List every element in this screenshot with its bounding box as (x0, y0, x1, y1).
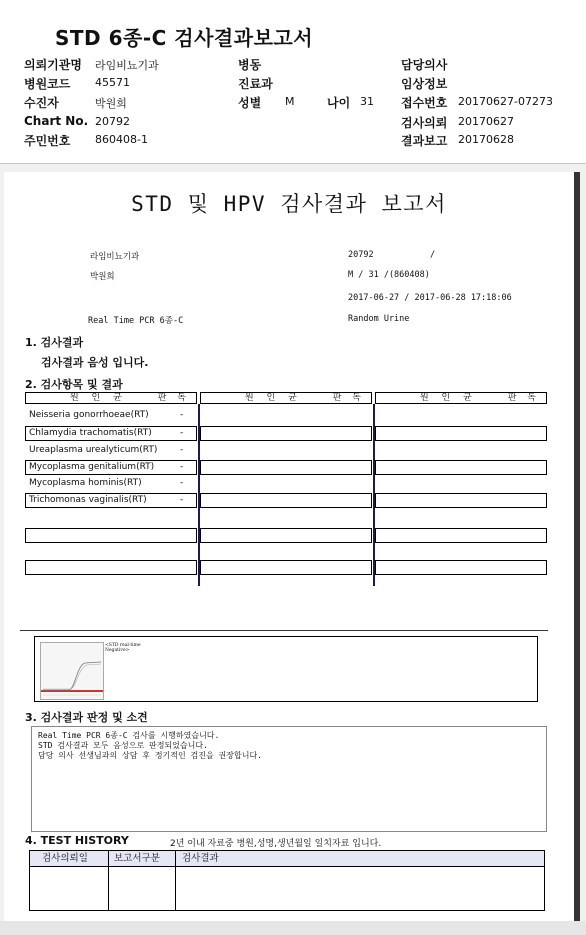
report-header (0, 0, 586, 164)
pathogen-result: - (180, 495, 184, 505)
opinion-line: Real Time PCR 6종-C 검사를 시행하였습니다. (38, 731, 220, 740)
label-sex: 성별 (238, 96, 262, 110)
pcr-graph-box (34, 636, 538, 702)
empty-row (200, 493, 372, 508)
document-edge (574, 172, 580, 935)
section-3-title: 3. 검사결과 판정 및 소견 (25, 711, 148, 724)
report-chart: 20792 (348, 250, 374, 260)
pathogen-name: Mycoplasma genitalium(RT) (29, 462, 155, 472)
pathogen-result: - (180, 462, 184, 472)
pathogen-result: - (180, 428, 184, 438)
label-hospital: 의뢰기관명 (24, 58, 82, 72)
section-4-title: 4. TEST HISTORY (25, 834, 129, 847)
pathogen-name: Chlamydia trachomatis(RT) (29, 428, 152, 438)
value-patient: 박원희 (95, 97, 127, 110)
history-table (29, 850, 545, 911)
label-doctor: 담당의사 (401, 58, 448, 72)
graph-caption-line: <STD real-time (105, 643, 141, 648)
section-divider (20, 630, 548, 631)
empty-row (200, 460, 372, 475)
label-receipt: 접수번호 (401, 96, 448, 110)
empty-row (200, 560, 372, 575)
report-sex-age: M / 31 /(860408) (348, 270, 430, 280)
history-col-divider (175, 851, 176, 910)
pathogen-name: Trichomonas vaginalis(RT) (29, 495, 147, 505)
header-judge: 판 독 (507, 393, 540, 403)
report-hospital: 라임비뇨기과 (90, 252, 140, 262)
opinion-line: 담당 의사 선생님과의 상담 후 정기적인 검진을 권장합니다. (38, 751, 263, 760)
empty-row (200, 528, 372, 543)
column-header (200, 392, 372, 404)
empty-row (375, 528, 547, 543)
graph-caption (105, 643, 141, 653)
label-patient: 수진자 (24, 96, 59, 110)
value-request-date: 20170627 (458, 115, 514, 128)
value-chart: 20792 (95, 115, 130, 128)
value-hospital-code: 45571 (95, 76, 130, 89)
empty-row (200, 426, 372, 441)
opinion-line: STD 검사결과 모두 음성으로 판정되었습니다. (38, 741, 208, 750)
value-receipt: 20170627-07273 (458, 95, 553, 108)
pcr-curve-chart (41, 643, 103, 699)
report-title: STD 및 HPV 검사결과 보고서 (131, 192, 447, 216)
section-2-title: 2. 검사항목 및 결과 (25, 378, 123, 391)
result-row (25, 408, 197, 423)
empty-row (375, 493, 547, 508)
header-judge: 판 독 (332, 393, 365, 403)
history-col-result: 검사결과 (182, 853, 219, 864)
empty-row (375, 426, 547, 441)
label-request-date: 검사의뢰 (401, 116, 448, 130)
report-dates: 2017-06-27 / 2017-06-28 17:18:06 (348, 293, 512, 303)
value-age: 31 (360, 95, 374, 108)
report-specimen: Random Urine (348, 314, 410, 324)
history-col-type: 보고서구분 (114, 853, 160, 864)
pathogen-name: Ureaplasma urealyticum(RT) (29, 445, 158, 455)
value-hospital: 라임비뇨기과 (95, 59, 159, 72)
column-header (25, 392, 197, 404)
pcr-graph-thumbnail (40, 642, 104, 700)
pathogen-result: - (180, 410, 184, 420)
result-row (25, 426, 197, 441)
header-pathogen: 원 인 균 (420, 393, 477, 403)
pathogen-result: - (180, 478, 184, 488)
label-ward: 병동 (238, 58, 262, 72)
report-method: Real Time PCR 6종-C (88, 316, 184, 326)
header-pathogen: 원 인 균 (245, 393, 302, 403)
pathogen-name: Neisseria gonorrhoeae(RT) (29, 410, 149, 420)
empty-row (25, 560, 197, 575)
empty-row (375, 460, 547, 475)
value-sex: M (285, 95, 295, 108)
pathogen-name: Mycoplasma hominis(RT) (29, 478, 142, 488)
graph-caption-line: Negative> (105, 648, 130, 653)
report-document (4, 172, 580, 935)
result-row (25, 443, 197, 458)
value-resident: 860408-1 (95, 133, 148, 146)
history-note: 2년 이내 자료중 병원,성명,생년월일 일치자료 입니다. (170, 839, 382, 849)
history-col-divider (108, 851, 109, 910)
section-1-title: 1. 검사결과 (25, 336, 84, 349)
label-chart: Chart No. (24, 114, 89, 128)
label-resident: 주민번호 (24, 134, 71, 148)
label-age: 나이 (327, 96, 351, 110)
label-hospital-code: 병원코드 (24, 77, 71, 91)
history-col-date: 검사의뢰일 (42, 853, 88, 864)
result-row (25, 476, 197, 491)
report-patient: 박원희 (90, 272, 115, 282)
label-dept: 진료과 (238, 77, 273, 91)
empty-row (25, 528, 197, 543)
bottom-strip (0, 921, 586, 935)
result-row (25, 460, 197, 475)
label-report-date: 결과보고 (401, 134, 448, 148)
result-row (25, 493, 197, 508)
page-title: STD 6종-C 검사결과보고서 (55, 26, 314, 50)
empty-row (375, 560, 547, 575)
report-chart-slash: / (430, 250, 436, 260)
pathogen-result: - (180, 445, 184, 455)
header-pathogen: 원 인 균 (70, 393, 127, 403)
value-report-date: 20170628 (458, 133, 514, 146)
header-judge: 판 독 (157, 393, 190, 403)
result-summary: 검사결과 음성 입니다. (41, 356, 149, 369)
column-header (375, 392, 547, 404)
opinion-box (31, 726, 547, 832)
label-clinical: 임상정보 (401, 77, 448, 91)
